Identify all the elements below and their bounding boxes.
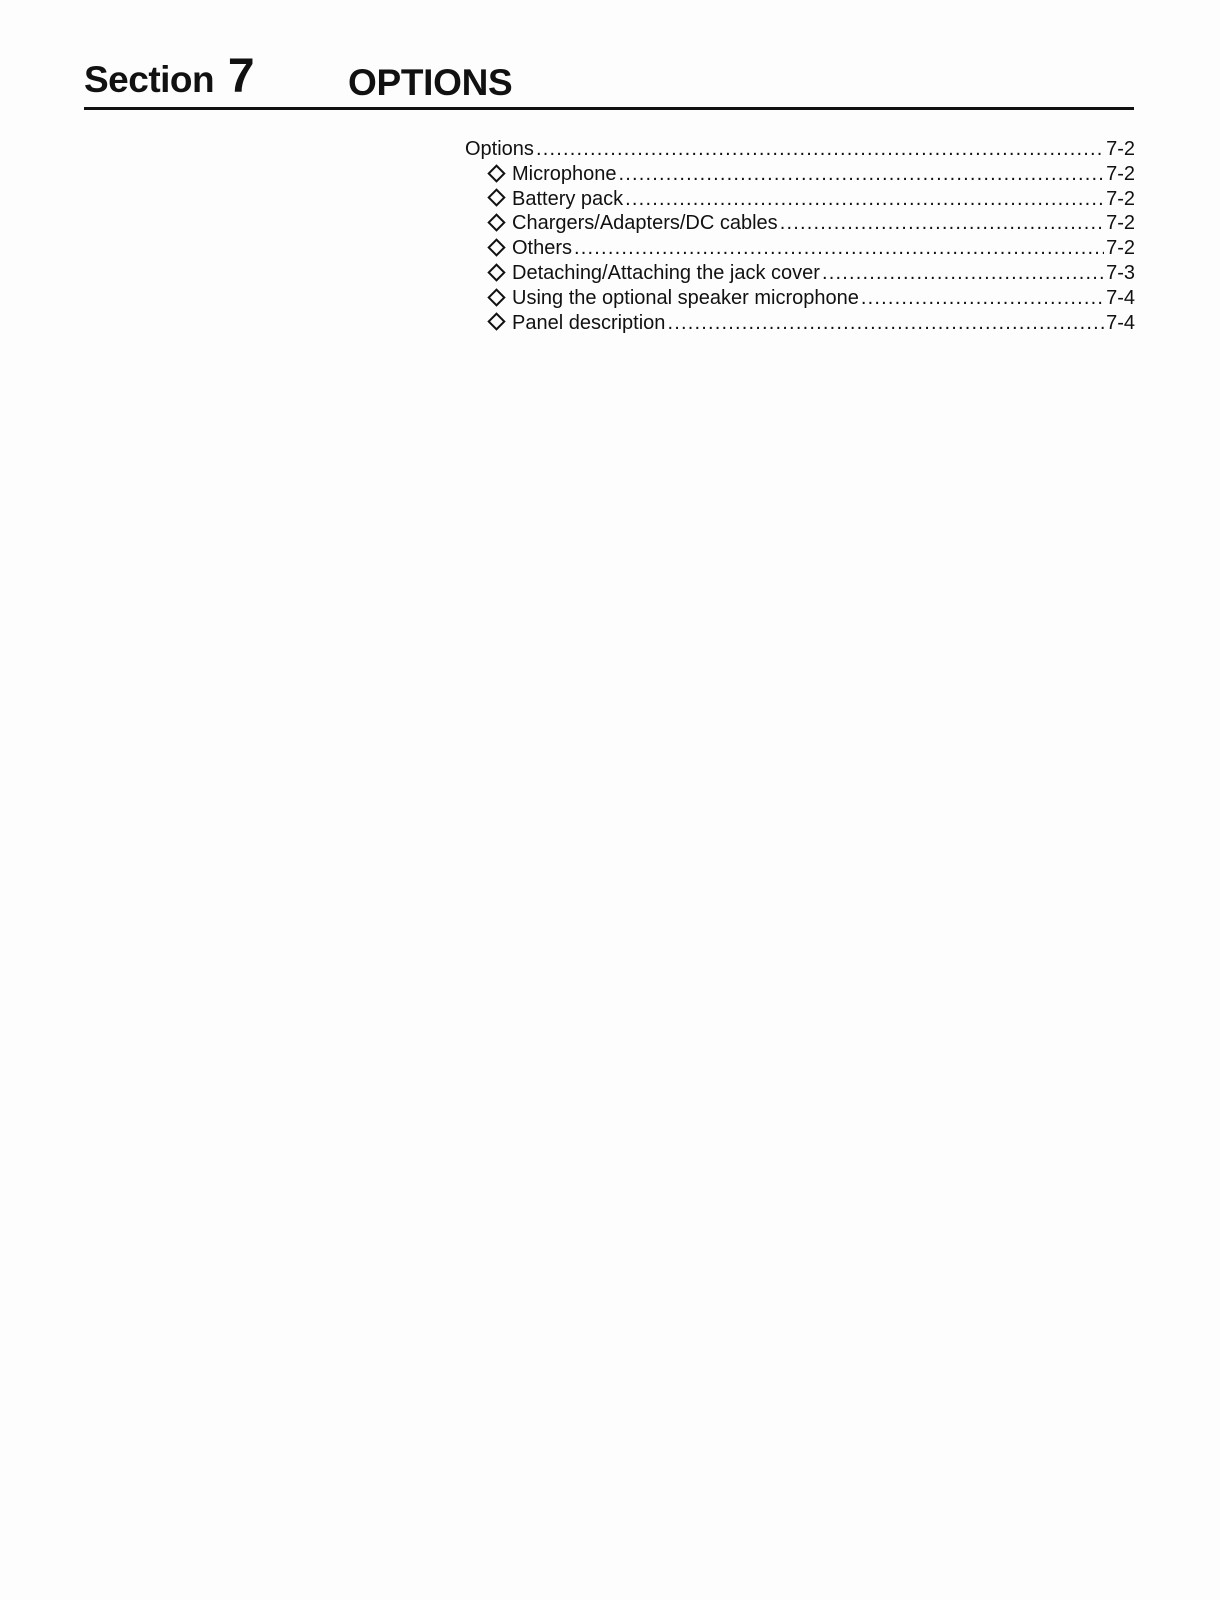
toc-entry-panel-description[interactable] <box>465 311 1135 336</box>
diamond-bullet-icon <box>487 288 505 306</box>
dot-leader <box>536 137 1104 162</box>
toc-entry-label: Battery pack <box>512 187 624 210</box>
toc-entry-label: Options <box>465 138 534 160</box>
toc-entry-label: Panel description <box>512 311 666 334</box>
toc-page-number: 7-2 <box>1106 162 1135 185</box>
toc-entry-label: Microphone <box>512 162 617 185</box>
table-of-contents <box>465 137 1135 335</box>
diamond-bullet-icon <box>487 164 505 182</box>
header-divider <box>84 107 1134 110</box>
dot-leader <box>667 311 1104 336</box>
dot-leader <box>619 162 1105 187</box>
toc-entry-options[interactable] <box>465 137 1135 162</box>
section-label: Section <box>84 59 215 100</box>
toc-entry-jack-cover[interactable] <box>465 261 1135 286</box>
chapter-title: OPTIONS <box>348 62 513 103</box>
dot-leader <box>822 261 1104 286</box>
diamond-bullet-icon <box>487 189 505 207</box>
dot-leader <box>780 211 1104 236</box>
toc-page-number: 7-3 <box>1106 261 1135 284</box>
page-header <box>84 52 1134 110</box>
diamond-bullet-icon <box>487 214 505 232</box>
toc-entry-chargers[interactable] <box>465 211 1135 236</box>
toc-entry-battery-pack[interactable] <box>465 187 1135 212</box>
toc-page-number: 7-2 <box>1106 138 1135 160</box>
toc-entry-label: Detaching/Attaching the jack cover <box>512 261 820 284</box>
section-number: 7 <box>227 50 255 103</box>
toc-page-number: 7-4 <box>1106 311 1135 334</box>
toc-page-number: 7-2 <box>1106 237 1135 260</box>
toc-entry-label: Chargers/Adapters/DC cables <box>512 212 778 235</box>
diamond-bullet-icon <box>487 238 505 256</box>
diamond-bullet-icon <box>487 313 505 331</box>
toc-page-number: 7-2 <box>1106 212 1135 235</box>
section-heading <box>84 49 254 104</box>
toc-entry-speaker-microphone[interactable] <box>465 286 1135 311</box>
dot-leader <box>574 236 1104 261</box>
diamond-bullet-icon <box>487 263 505 281</box>
toc-entry-microphone[interactable] <box>465 162 1135 187</box>
dot-leader <box>861 286 1104 311</box>
toc-page-number: 7-4 <box>1106 286 1135 309</box>
dot-leader <box>625 187 1104 212</box>
toc-page-number: 7-2 <box>1106 187 1135 210</box>
toc-entry-label: Others <box>512 237 573 260</box>
toc-entry-label: Using the optional speaker microphone <box>512 286 859 309</box>
toc-entry-others[interactable] <box>465 236 1135 261</box>
